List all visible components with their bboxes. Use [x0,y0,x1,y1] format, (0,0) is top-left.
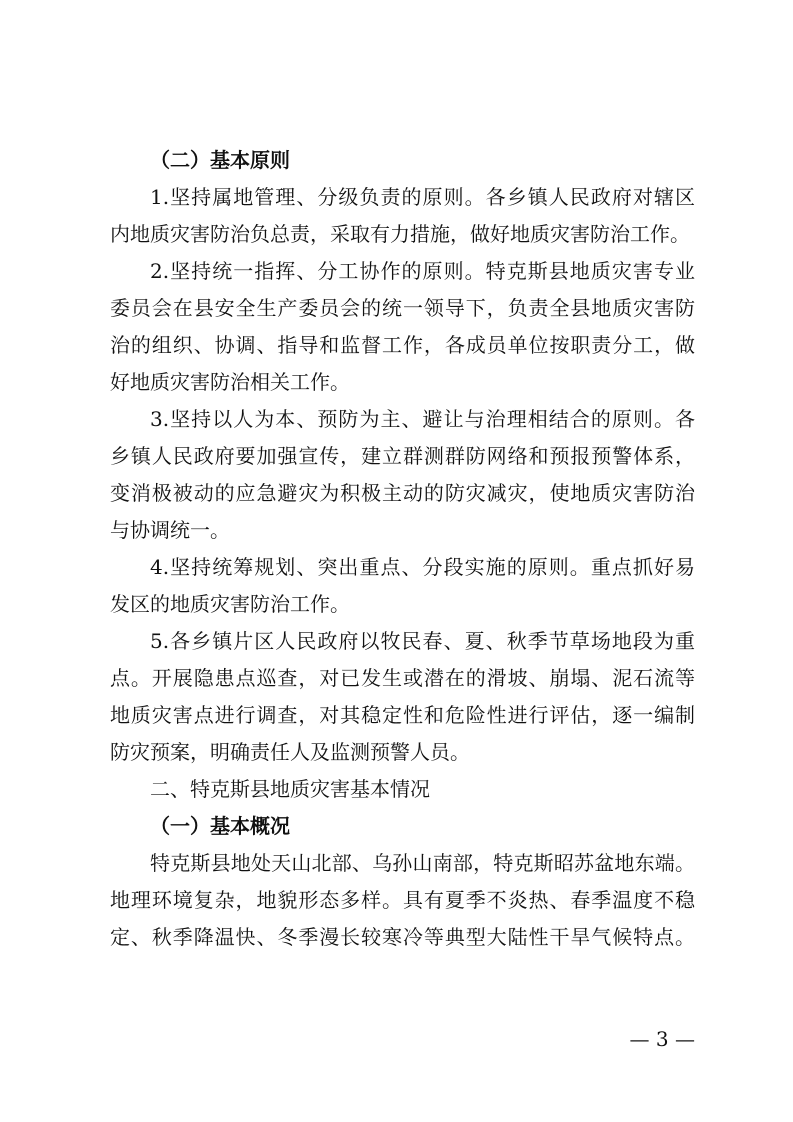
paragraph-line: 乡镇人民政府要加强宣传，建立群测群防网络和预报预警体系， [110,444,695,468]
paragraph-principle-5 [110,623,695,771]
paragraph-line: 防灾预案，明确责任人及监测预警人员。 [110,740,470,764]
paragraph-line: 内地质灾害防治负总责，采取有力措施，做好地质灾害防治工作。 [110,222,690,246]
paragraph-line: 1.坚持属地管理、分级负责的原则。各乡镇人民政府对辖区 [150,185,695,209]
paragraph-line: 3.坚持以人为本、预防为主、避让与治理相结合的原则。各 [150,407,695,431]
paragraph-line: 治的组织、协调、指导和监督工作，各成员单位按职责分工，做 [110,333,695,357]
document-page [110,142,695,956]
paragraph-principle-2 [110,253,695,401]
paragraph-principle-3 [110,401,695,549]
paragraph-line: 地质灾害点进行调查，对其稳定性和危险性进行评估，逐一编制 [110,703,695,727]
page-number: — 3 — [629,1027,695,1051]
paragraph-principle-4 [110,549,695,623]
paragraph-line: 变消极被动的应急避灾为积极主动的防灾减灾，使地质灾害防治 [110,481,695,505]
section-heading-county-situation: 二、特克斯县地质灾害基本情况 [150,777,430,801]
paragraph-overview [110,845,695,956]
paragraph-line: 委员会在县安全生产委员会的统一领导下，负责全县地质灾害防 [110,296,695,320]
section-heading-overview: （一）基本概况 [150,814,290,838]
paragraph-line: 与协调统一。 [110,518,230,542]
paragraph-principle-1 [110,179,695,253]
paragraph-line: 发区的地质灾害防治工作。 [110,592,350,616]
paragraph-line: 5.各乡镇片区人民政府以牧民春、夏、秋季节草场地段为重 [150,629,695,653]
paragraph-line: 地理环境复杂，地貌形态多样。具有夏季不炎热、春季温度不稳 [110,888,695,912]
paragraph-line: 4.坚持统筹规划、突出重点、分段实施的原则。重点抓好易 [150,555,695,579]
paragraph-line: 2.坚持统一指挥、分工协作的原则。特克斯县地质灾害专业 [150,259,695,283]
paragraph-line: 特克斯县地处天山北部、乌孙山南部，特克斯昭苏盆地东端。 [150,851,695,875]
paragraph-line: 点。开展隐患点巡查，对已发生或潜在的滑坡、崩塌、泥石流等 [110,666,695,690]
paragraph-line: 定、秋季降温快、冬季漫长较寒冷等典型大陆性干旱气候特点。 [110,925,695,949]
paragraph-line: 好地质灾害防治相关工作。 [110,370,350,394]
section-heading-principles: （二）基本原则 [150,148,290,172]
